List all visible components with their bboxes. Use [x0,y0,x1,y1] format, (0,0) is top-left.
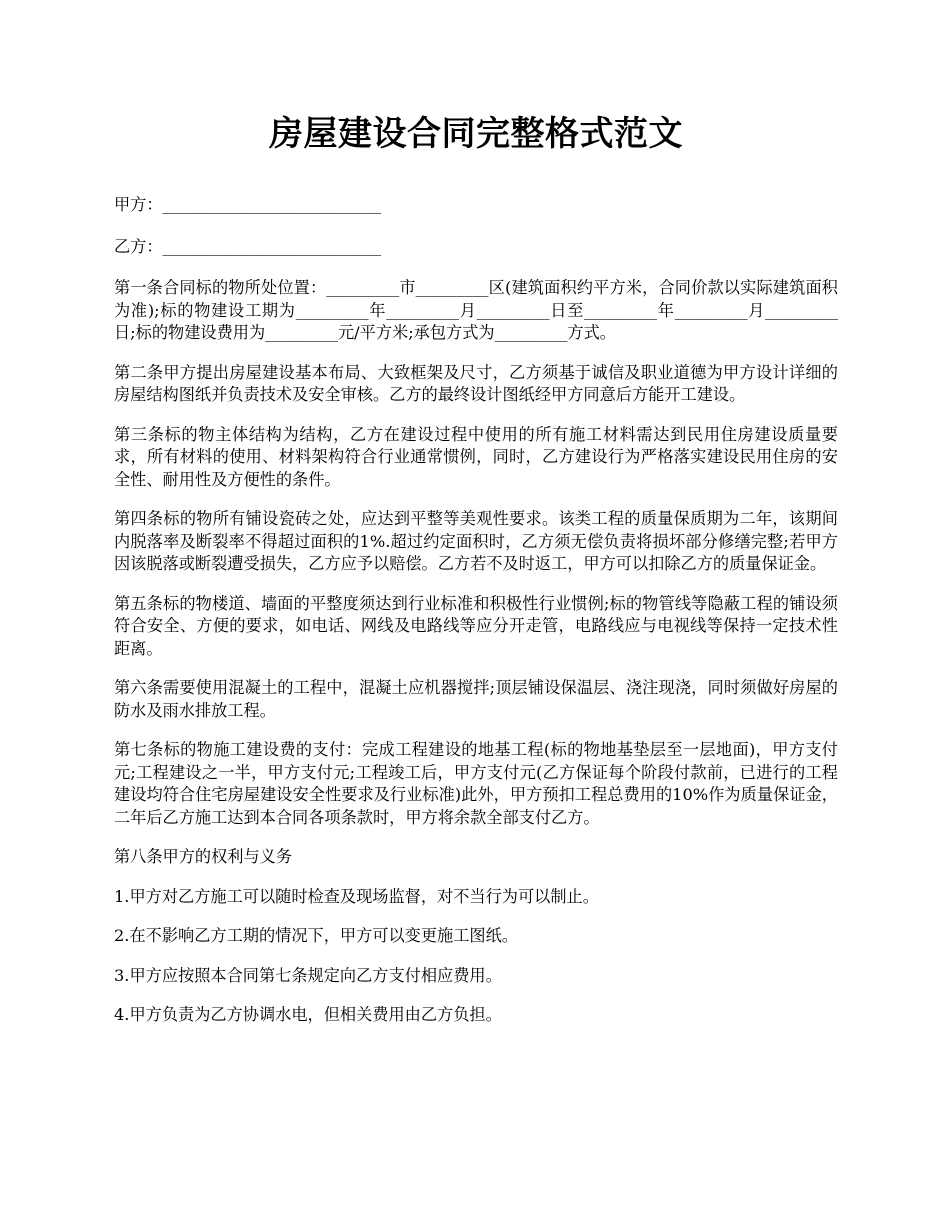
clause-8-item-3: 3.甲方应按照本合同第七条规定向乙方支付相应费用。 [114,965,502,985]
clause-8-item-4: 4.甲方负责为乙方协调水电，但相关费用由乙方负担。 [114,1005,502,1024]
document-title: 房屋建设合同完整格式范文 [269,114,683,154]
clause-3-paragraph: 第三条标的物主体结构为结构，乙方在建设过程中使用的所有施工材料需达到民用住房建设质量要求，所有材料的使用、材料架构符合行业通常惯例，同时，乙方建设行为严格落实建设民用住房的安全性、耐用性及方便性的条件。 [114,424,838,489]
clause-1-paragraph: 第一条合同标的物所处位置：_________市_________区(建筑面积约平方米，合同价款以实际建筑面积为准);标的物建设工期为_________年_________月_________日至_________年_________月_________日;标的物建设费用为_________元/平方米;承包方式为_________方式。 [114,278,838,342]
party-a-line: 甲方：___________________________ [114,195,382,214]
party-b-line: 乙方：___________________________ [114,236,382,256]
clause-8-item-1: 1.甲方对乙方施工可以随时检查及现场监督，对不当行为可以制止。 [114,886,599,906]
clause-8-heading: 第八条甲方的权利与义务 [114,847,293,866]
clause-2-paragraph: 第二条甲方提出房屋建设基本布局、大致框架及尺寸，乙方须基于诚信及职业道德为甲方设计详细的房屋结构图纸并负责技术及安全审核。乙方的最终设计图纸经甲方同意后方能开工建设。 [114,362,838,404]
clause-7-paragraph: 第七条标的物施工建设费的支付：完成工程建设的地基工程(标的物地基垫层至一层地面)，甲方支付元;工程建设之一半，甲方支付元;工程竣工后，甲方支付元(乙方保证每个阶段付款前，已进行的工程建设均符合住宅房屋建设安全性要求及行业标准)此外，甲方预扣工程总费用的10%作为质量保证金，二年后乙方施工达到本合同各项条款时，甲方将余款全部支付乙方。 [114,740,838,827]
clause-4-paragraph: 第四条标的物所有铺设瓷砖之处，应达到平整等美观性要求。该类工程的质量保质期为二年，该期间内脱落率及断裂率不得超过面积的1%.超过约定面积时，乙方须无偿负责将损坏部分修缮完整;若甲方因该脱落或断裂遭受损失，乙方应予以赔偿。乙方若不及时返工，甲方可以扣除乙方的质量保证金。 [114,509,838,573]
clause-5-paragraph: 第五条标的物楼道、墙面的平整度须达到行业标准和积极性行业惯例;标的物管线等隐蔽工程的铺设须符合安全、方便的要求，如电话、网线及电路线等应分开走管，电路线应与电视线等保持一定技术性距离。 [114,593,838,658]
clause-8-item-2: 2.在不影响乙方工期的情况下，甲方可以变更施工图纸。 [114,926,518,945]
clause-6-paragraph: 第六条需要使用混凝土的工程中，混凝土应机器搅拌;顶层铺设保温层、浇注现浇，同时须做好房屋的防水及雨水排放工程。 [114,678,838,720]
